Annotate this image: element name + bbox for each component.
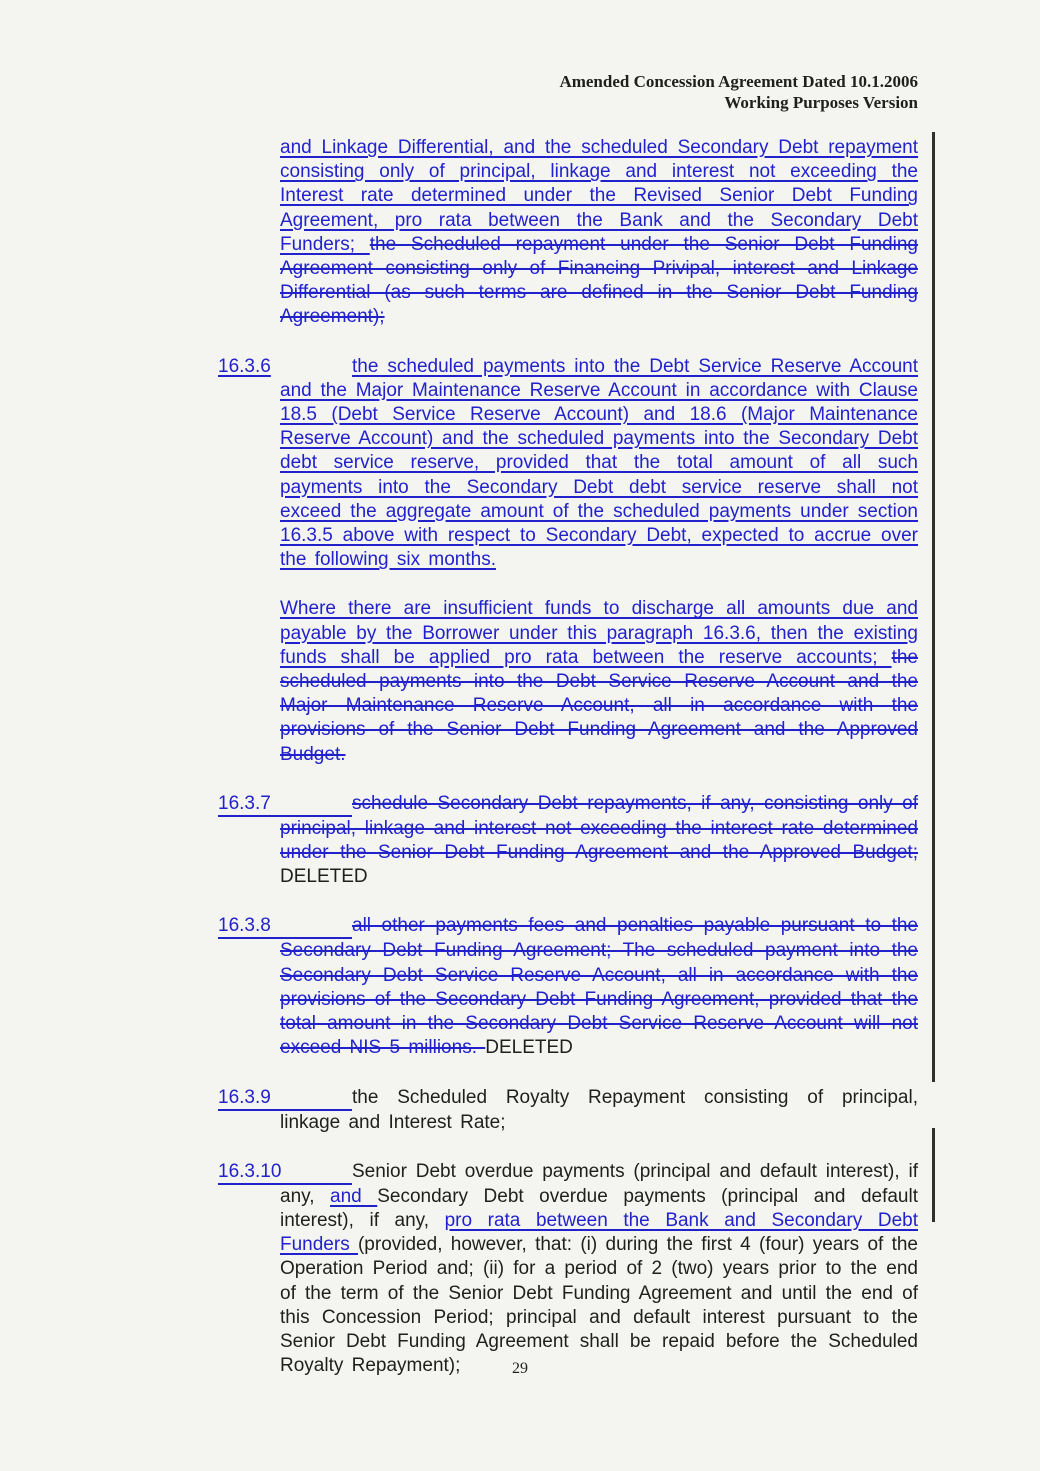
text-run-del: schedule Secondary Debt repayments, if any, consisting only of principal, linkage and interest not exceeding the interest rate determined under the Senior Debt Funding Agreement and the Approved Budget; (280, 792, 918, 864)
section-number-text: 16.3.6 (218, 355, 271, 377)
header-title-line1: Amended Concession Agreement Dated 10.1.2006 (559, 72, 918, 91)
document-header (559, 71, 918, 113)
section-number-text: 16.3.8 (218, 915, 271, 937)
section-number (218, 357, 352, 378)
section-16.3.8 (218, 914, 918, 1060)
section-16.3.7 (218, 792, 918, 890)
text-run-del: all other payments fees and penalties payable pursuant to the Secondary Debt Funding Agreement; The scheduled payment into the Secondary Debt Service Reserve Account, all in accordance with the provisions of the Secondary Debt Funding Agreement, provided that the total amount in the Secondary Debt Service Reserve Account will not exceed NIS 5 millions. (280, 915, 918, 1059)
section-16.3.9 (218, 1086, 918, 1135)
text-run-ins: the scheduled payments into the Debt Service Reserve Account and the Major Maintenance Reserve Account in accordance with Clause 18.5 (Debt Service Reserve Account) and 18.6 (Major Maintenance Reserve Account) and the scheduled payments into the Secondary Debt debt service reserve, provided that the total amount of all such payments into the Secondary Debt debt service reserve shall not exceed the aggregate amount of the scheduled payments under section 16.3.5 above with respect to Secondary Debt, expected to accrue over the following six months. (280, 355, 918, 571)
text-run-plain: Secondary Debt overdue payments (principal and default interest), if any, (280, 1185, 919, 1231)
paragraph (280, 136, 918, 330)
section-number-text: 16.3.7 (218, 792, 271, 814)
section-number (218, 794, 352, 817)
section-16.3.6 (218, 355, 918, 573)
text-run-ins: and Linkage Differential, and the scheduled Secondary Debt repayment consisting only of principal, linkage and interest not exceeding the Interest rate determined under the Revised Senior Debt Funding Agreement, pro rata between the Bank and the Secondary Debt Funders; (280, 137, 918, 255)
header-title-line2: Working Purposes Version (724, 93, 918, 112)
text-run-plain: Senior Debt overdue payments (principal and default interest), if any, (280, 1160, 918, 1207)
section-number (218, 1088, 352, 1111)
text-run-ins: and (330, 1185, 378, 1207)
text-run-plain: DELETED (280, 866, 368, 888)
text-run-ins: pro rata between the Bank and Secondary Debt Funders (280, 1209, 918, 1256)
section-number-text: 16.3.10 (218, 1160, 282, 1182)
page-number: 29 (512, 1360, 528, 1377)
section-number (218, 1162, 352, 1185)
text-run-plain: DELETED (485, 1037, 573, 1059)
paragraph (280, 597, 918, 766)
document-body (218, 136, 918, 1378)
section-number-text: 16.3.9 (218, 1086, 271, 1108)
section-16.3.10 (218, 1160, 919, 1379)
revision-change-bar (932, 132, 935, 1082)
text-run-plain: the Scheduled Royalty Repayment consisting of principal, linkage and Interest Rate; (280, 1086, 918, 1133)
text-run-ins: Where there are insufficient funds to discharge all amounts due and payable by the Borrower under this paragraph 16.3.6, then the existing funds shall be applied pro rata between the reserve accounts; (280, 598, 918, 668)
text-run-del: the scheduled payments into the Debt Service Reserve Account and the Major Maintenance Reserve Account, all in accordance with the provisions of the Senior Debt Funding Agreement and the Approved Budget. (280, 646, 918, 765)
revision-change-bar (932, 1128, 935, 1222)
text-run-plain: (provided, however, that: (i) during the first 4 (four) years of the Operation Period and; (ii) for a period of 2 (two) years prior to the end of the term of the Senior Debt Funding Agreement and until the end of this Concession Period; principal and default interest pursuant to the Senior Debt Funding Agreement shall be repaid before the Scheduled Royalty Repayment); (280, 1234, 918, 1377)
section-number (218, 916, 352, 939)
text-run-del: the Scheduled repayment under the Senior Debt Funding Agreement consisting only of Financing Privipal, interest and Linkage Differential (as such terms are defined in the Senior Debt Funding Agreement); (280, 233, 919, 328)
